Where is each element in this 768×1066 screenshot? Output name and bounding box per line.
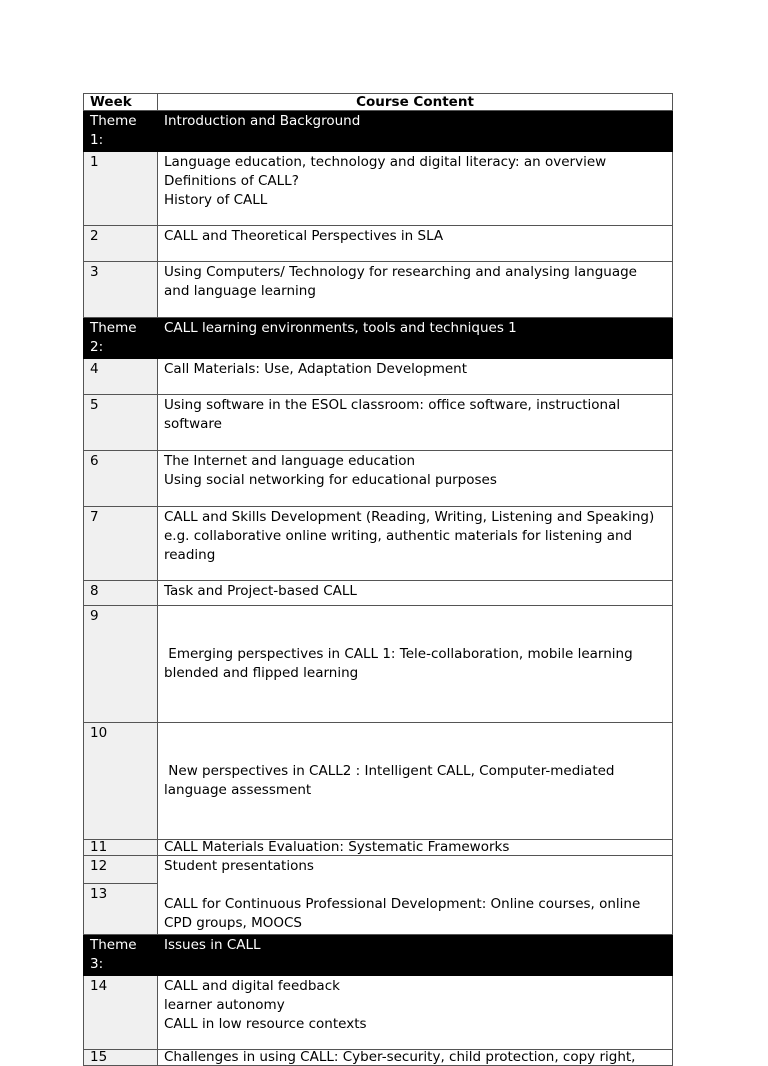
content-line: Student presentations	[164, 858, 314, 874]
table-row	[84, 1050, 673, 1066]
week-number: 9	[84, 606, 158, 723]
content-line: CALL and digital feedback	[164, 978, 340, 994]
theme-title: Introduction and Background	[158, 111, 673, 152]
table-row	[84, 451, 673, 507]
week-number: 2	[84, 226, 158, 262]
theme-label: Theme 1:	[84, 111, 158, 152]
week-content	[158, 856, 673, 935]
content-line: Using software in the ESOL classroom: office software, instructional software	[164, 397, 621, 432]
week-number: 1	[84, 152, 158, 226]
week-content	[158, 451, 673, 507]
theme-row	[84, 935, 673, 976]
week-content	[158, 395, 673, 451]
content-line: CALL Materials Evaluation: Systematic Frameworks	[164, 839, 510, 855]
content-line: Challenges in using CALL: Cyber-security, child protection, copy right,	[164, 1049, 636, 1065]
week-number: 13	[90, 886, 108, 902]
theme-row	[84, 318, 673, 359]
week-number: 10	[84, 723, 158, 840]
table-row	[84, 723, 673, 840]
week-number: 14	[84, 976, 158, 1050]
week-number: 11	[84, 840, 158, 856]
table-row	[84, 395, 673, 451]
table-row	[84, 226, 673, 262]
content-line: Task and Project-based CALL	[164, 583, 357, 599]
table-header-row	[84, 94, 673, 111]
table-row	[84, 262, 673, 318]
week-content	[158, 581, 673, 606]
course-table	[83, 93, 673, 1066]
week-number: 8	[84, 581, 158, 606]
course-content-header: Course Content	[158, 94, 673, 111]
content-spacer	[164, 876, 666, 895]
week-content	[158, 1050, 673, 1066]
week-content	[158, 226, 673, 262]
content-line: CALL and Skills Development (Reading, Writing, Listening and Speaking) e.g. collaborative online writing, authentic materials for listening and reading	[164, 509, 655, 563]
week-content	[158, 152, 673, 226]
theme-label: Theme 2:	[84, 318, 158, 359]
content-line: Language education, technology and digital literacy: an overview	[164, 154, 607, 170]
week-header: Week	[84, 94, 158, 111]
theme-row	[84, 111, 673, 152]
content-line: Call Materials: Use, Adaptation Development	[164, 361, 468, 377]
content-line: CALL for Continuous Professional Development: Online courses, online CPD groups, MOOCS	[164, 896, 641, 931]
week-content	[158, 507, 673, 581]
content-line: CALL in low resource contexts	[164, 1016, 367, 1032]
week-content	[158, 976, 673, 1050]
theme-label: Theme 3:	[84, 935, 158, 976]
week-number: 4	[84, 359, 158, 395]
table-row	[84, 581, 673, 606]
week-number: 5	[84, 395, 158, 451]
week-number: 12	[84, 856, 157, 884]
content-line: New perspectives in CALL2 : Intelligent CALL, Computer-mediated language assessment	[164, 763, 619, 798]
content-line: Using Computers/ Technology for researching and analysing language and language learning	[164, 264, 637, 299]
week-number: 7	[84, 507, 158, 581]
content-line: Using social networking for educational purposes	[164, 472, 497, 488]
week-number-group	[84, 856, 158, 935]
week-content	[158, 606, 673, 723]
week-number: 6	[84, 451, 158, 507]
table-row	[84, 856, 673, 935]
week-content	[158, 840, 673, 856]
content-line: CALL and Theoretical Perspectives in SLA	[164, 228, 444, 244]
table-row	[84, 976, 673, 1050]
table-row	[84, 840, 673, 856]
content-line: Emerging perspectives in CALL 1: Tele-collaboration, mobile learning blended and flipped learning	[164, 646, 637, 681]
content-line: The Internet and language education	[164, 453, 416, 469]
week-content	[158, 262, 673, 318]
theme-title: Issues in CALL	[158, 935, 673, 976]
content-line: History of CALL	[164, 192, 268, 208]
content-line: learner autonomy	[164, 997, 285, 1013]
content-line: Definitions of CALL?	[164, 173, 299, 189]
week-content	[158, 359, 673, 395]
table-row	[84, 507, 673, 581]
week-content	[158, 723, 673, 840]
week-number: 15	[84, 1050, 158, 1066]
table-row	[84, 359, 673, 395]
table-row	[84, 152, 673, 226]
week-number: 3	[84, 262, 158, 318]
table-row	[84, 606, 673, 723]
theme-title: CALL learning environments, tools and techniques 1	[158, 318, 673, 359]
